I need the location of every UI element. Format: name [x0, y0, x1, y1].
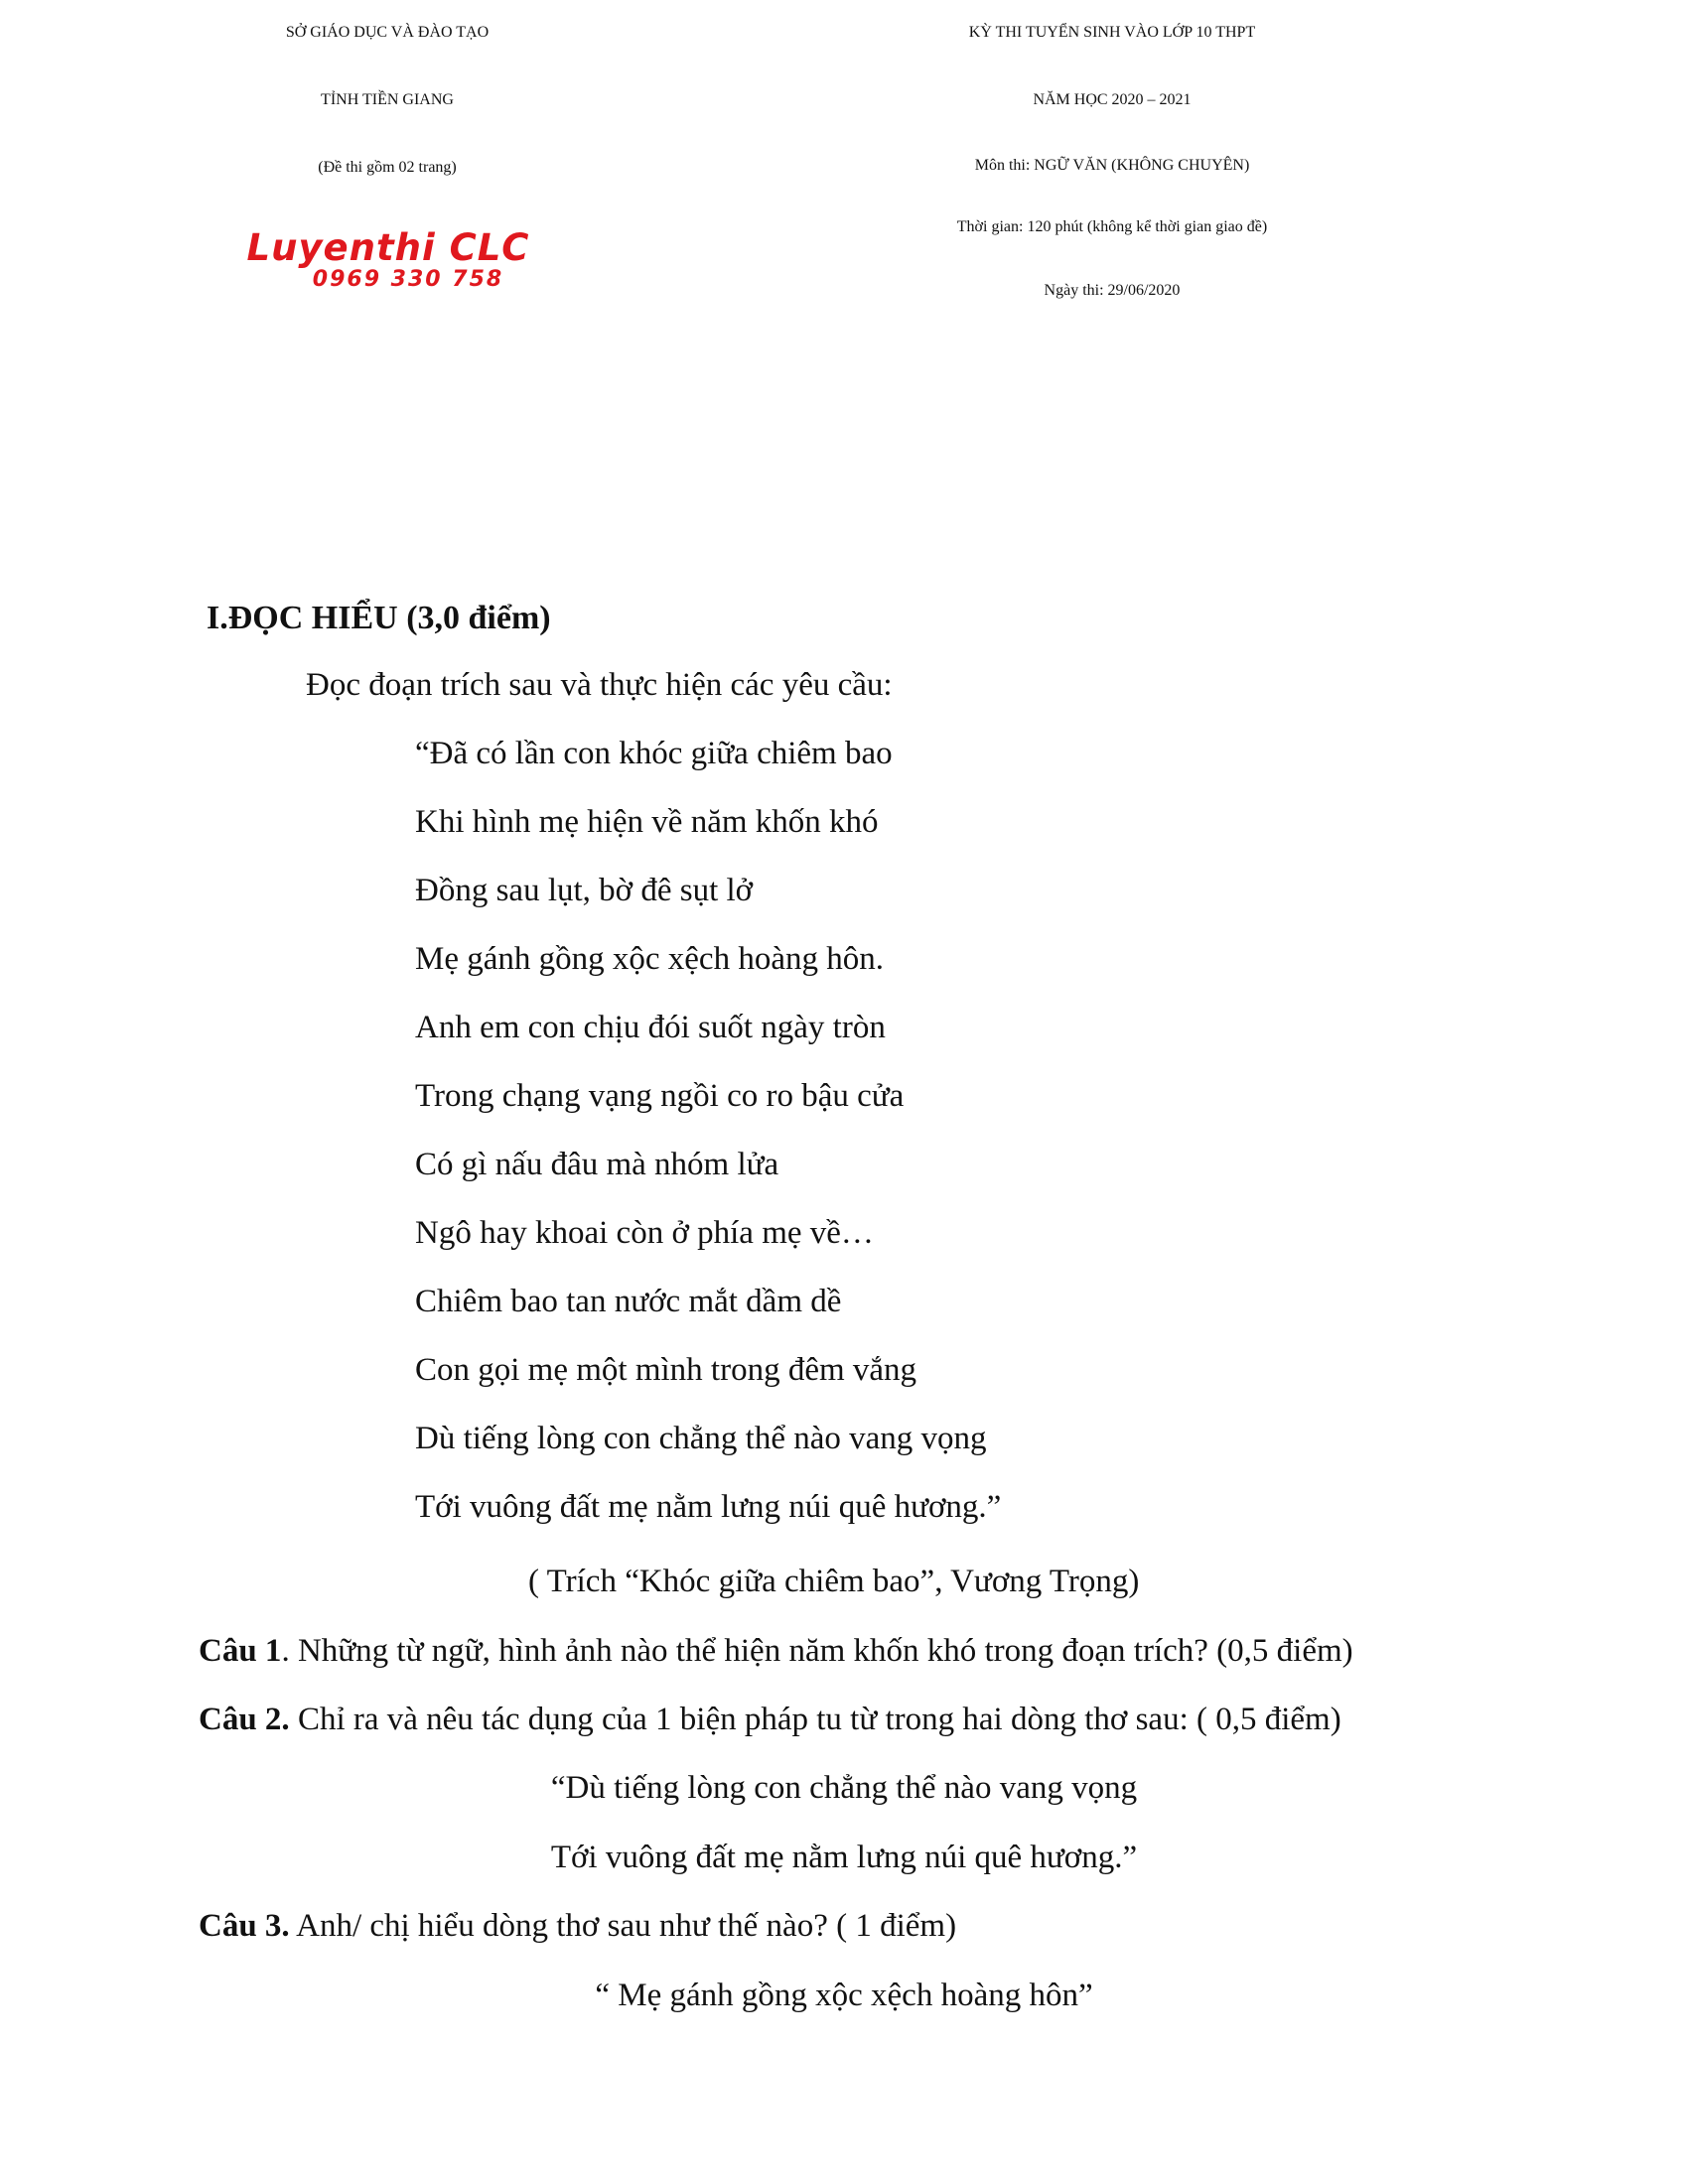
question-label: Câu 1: [199, 1633, 282, 1669]
province-name: TỈNH TIỀN GIANG: [321, 91, 454, 108]
poem-line: Tới vuông đất mẹ nằm lưng núi quê hương.”: [415, 1489, 1002, 1525]
question-3: [199, 1908, 956, 1945]
exam-date: Ngày thi: 29/06/2020: [1044, 282, 1181, 299]
question-label: Câu 3.: [199, 1908, 290, 1944]
section-title: I.ĐỌC HIỂU (3,0 điểm): [207, 600, 551, 636]
logo-phone: 0969 330 758: [312, 267, 504, 292]
question-label: Câu 2.: [199, 1702, 290, 1737]
exam-title: KỲ THI TUYỂN SINH VÀO LỚP 10 THPT: [968, 24, 1256, 41]
poem-line: Trong chạng vạng ngồi co ro bậu cửa: [415, 1078, 905, 1114]
poem-line: Chiêm bao tan nước mắt dầm dề: [415, 1284, 842, 1319]
poem-line: “Đã có lần con khóc giữa chiêm bao: [415, 736, 893, 771]
exam-duration: Thời gian: 120 phút (không kể thời gian giao đề): [956, 218, 1268, 235]
page-count-note: (Đề thi gồm 02 trang): [318, 159, 457, 176]
exam-subject: Môn thi: NGỮ VĂN (KHÔNG CHUYÊN): [974, 157, 1250, 174]
school-year: NĂM HỌC 2020 – 2021: [1033, 91, 1192, 108]
logo-name: Luyenthi CLC: [246, 226, 530, 269]
poem-line: Con gọi mẹ một mình trong đêm vắng: [415, 1352, 917, 1388]
poem-line: Khi hình mẹ hiện về năm khốn khó: [415, 804, 879, 840]
poem-line: Anh em con chịu đói suốt ngày tròn: [415, 1010, 886, 1045]
quoted-line: Tới vuông đất mẹ nằm lưng núi quê hương.”: [550, 1840, 1138, 1875]
poem-line: Có gì nấu đâu mà nhóm lửa: [415, 1147, 779, 1182]
quoted-line: “ Mẹ gánh gồng xộc xệch hoàng hôn”: [595, 1978, 1093, 2013]
question-1: [199, 1633, 1353, 1670]
question-text: Chỉ ra và nêu tác dụng của 1 biện pháp tu từ trong hai dòng thơ sau: ( 0,5 điểm): [289, 1702, 1341, 1737]
section-intro: Đọc đoạn trích sau và thực hiện các yêu cầu:: [306, 667, 893, 703]
department-name: SỞ GIÁO DỤC VÀ ĐÀO TẠO: [285, 24, 490, 41]
poem-source: ( Trích “Khóc giữa chiêm bao”, Vương Trọng): [528, 1564, 1140, 1599]
poem-line: Dù tiếng lòng con chẳng thể nào vang vọng: [415, 1421, 987, 1456]
question-text: . Những từ ngữ, hình ảnh nào thể hiện năm khốn khó trong đoạn trích? (0,5 điểm): [281, 1633, 1353, 1669]
poem-line: Mẹ gánh gồng xộc xệch hoàng hôn.: [415, 941, 884, 977]
poem-line: Đồng sau lụt, bờ đê sụt lở: [415, 873, 754, 908]
logo: [234, 228, 542, 292]
question-text: Anh/ chị hiểu dòng thơ sau như thế nào? ( 1 điểm): [289, 1908, 957, 1944]
quoted-line: “Dù tiếng lòng con chẳng thể nào vang vọng: [550, 1770, 1138, 1806]
poem-line: Ngô hay khoai còn ở phía mẹ về…: [415, 1215, 874, 1251]
question-2: [199, 1702, 1341, 1738]
